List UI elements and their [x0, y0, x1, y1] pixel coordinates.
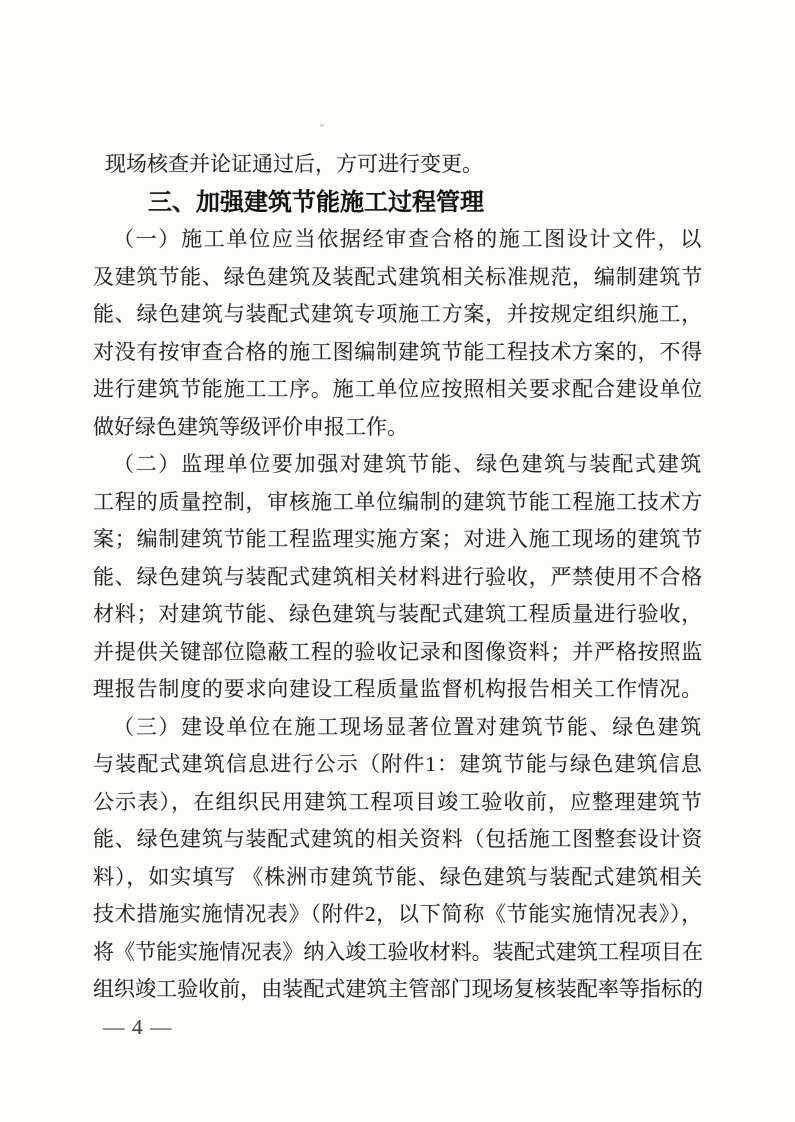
- text-line-text: 技术措施实施情况表》（附件2，以下简称《节能实施情况表》），: [93, 902, 703, 926]
- text-line-text: 工程的质量控制，审核施工单位编制的建筑节能工程施工技术方: [93, 489, 703, 514]
- text-line-text: 与装配式建筑信息进行公示（附件1：建筑节能与绿色建筑信息: [93, 752, 703, 776]
- text-line-text: 及建筑节能、绿色建筑及装配式建筑相关标准规范，编制建筑节: [93, 264, 703, 289]
- text-line: [93, 296, 703, 334]
- text-line-text: （二）监理单位要加强对建筑节能、绿色建筑与装配式建筑: [113, 452, 703, 476]
- text-line: [93, 596, 703, 634]
- text-line: [93, 671, 703, 709]
- text-line-text: 材料；对建筑节能、绿色建筑与装配式建筑工程质量进行验收，: [93, 602, 703, 626]
- text-line: [93, 409, 703, 447]
- text-line: [93, 746, 703, 784]
- text-line: [93, 634, 703, 672]
- text-line-text: 现场核查并论证通过后，方可进行变更。: [105, 152, 483, 176]
- text-line-text: 进行建筑节能施工工序。施工单位应按照相关要求配合建设单位: [93, 377, 703, 401]
- text-line-text: （三）建设单位在施工现场显著位置对建筑节能、绿色建筑: [113, 714, 703, 739]
- text-line: [93, 934, 703, 972]
- text-line: [93, 484, 703, 522]
- text-line: [93, 371, 703, 409]
- text-line: [93, 521, 703, 559]
- section-heading: [93, 184, 703, 222]
- text-line-text: 公示表），在组织民用建筑工程项目竣工验收前，应整理建筑节: [93, 789, 703, 814]
- text-line-text: 能、绿色建筑与装配式建筑相关材料进行验收，严禁使用不合格: [93, 564, 703, 589]
- text-line-text: （一）施工单位应当依据经审查合格的施工图设计文件，以: [113, 227, 703, 251]
- text-line: [93, 859, 703, 897]
- text-line-text: 能、绿色建筑与装配式建筑的相关资料（包括施工图整套设计资: [93, 827, 703, 851]
- text-line-text: 对没有按审查合格的施工图编制建筑节能工程技术方案的，不得: [93, 339, 703, 364]
- text-line: [93, 821, 703, 859]
- text-line: [93, 221, 703, 259]
- text-line: [93, 334, 703, 372]
- text-line-text: 料），如实填写 《株洲市建筑节能、绿色建筑与装配式建筑相关: [93, 864, 703, 889]
- text-line-text: 理报告制度的要求向建设工程质量监督机构报告相关工作情况。: [93, 677, 703, 701]
- text-line-text: 并提供关键部位隐蔽工程的验收记录和图像资料；并严格按照监: [93, 639, 703, 664]
- continued-text-line: [93, 146, 703, 184]
- text-line: [93, 784, 703, 822]
- section-heading-text: 三、加强建筑节能施工过程管理: [148, 188, 484, 216]
- text-line-text: 组织竣工验收前，由装配式建筑主管部门现场复核装配率等指标的: [93, 977, 703, 1001]
- text-line-text: 案；编制建筑节能工程监理实施方案；对进入施工现场的建筑节: [93, 527, 703, 551]
- text-line: [93, 971, 703, 1009]
- text-line: [93, 446, 703, 484]
- text-line: [93, 896, 703, 934]
- text-line: [93, 259, 703, 297]
- page-number: — 4 —: [103, 1015, 173, 1039]
- text-line: [93, 559, 703, 597]
- document-body: [93, 146, 703, 1009]
- scan-speck-artifact: [320, 124, 324, 127]
- text-line-text: 做好绿色建筑等级评价申报工作。: [93, 414, 408, 439]
- text-line: [93, 709, 703, 747]
- text-line-text: 将《节能实施情况表》纳入竣工验收材料。装配式建筑工程项目在: [93, 939, 703, 964]
- text-line-text: 能、绿色建筑与装配式建筑专项施工方案，并按规定组织施工，: [93, 302, 703, 326]
